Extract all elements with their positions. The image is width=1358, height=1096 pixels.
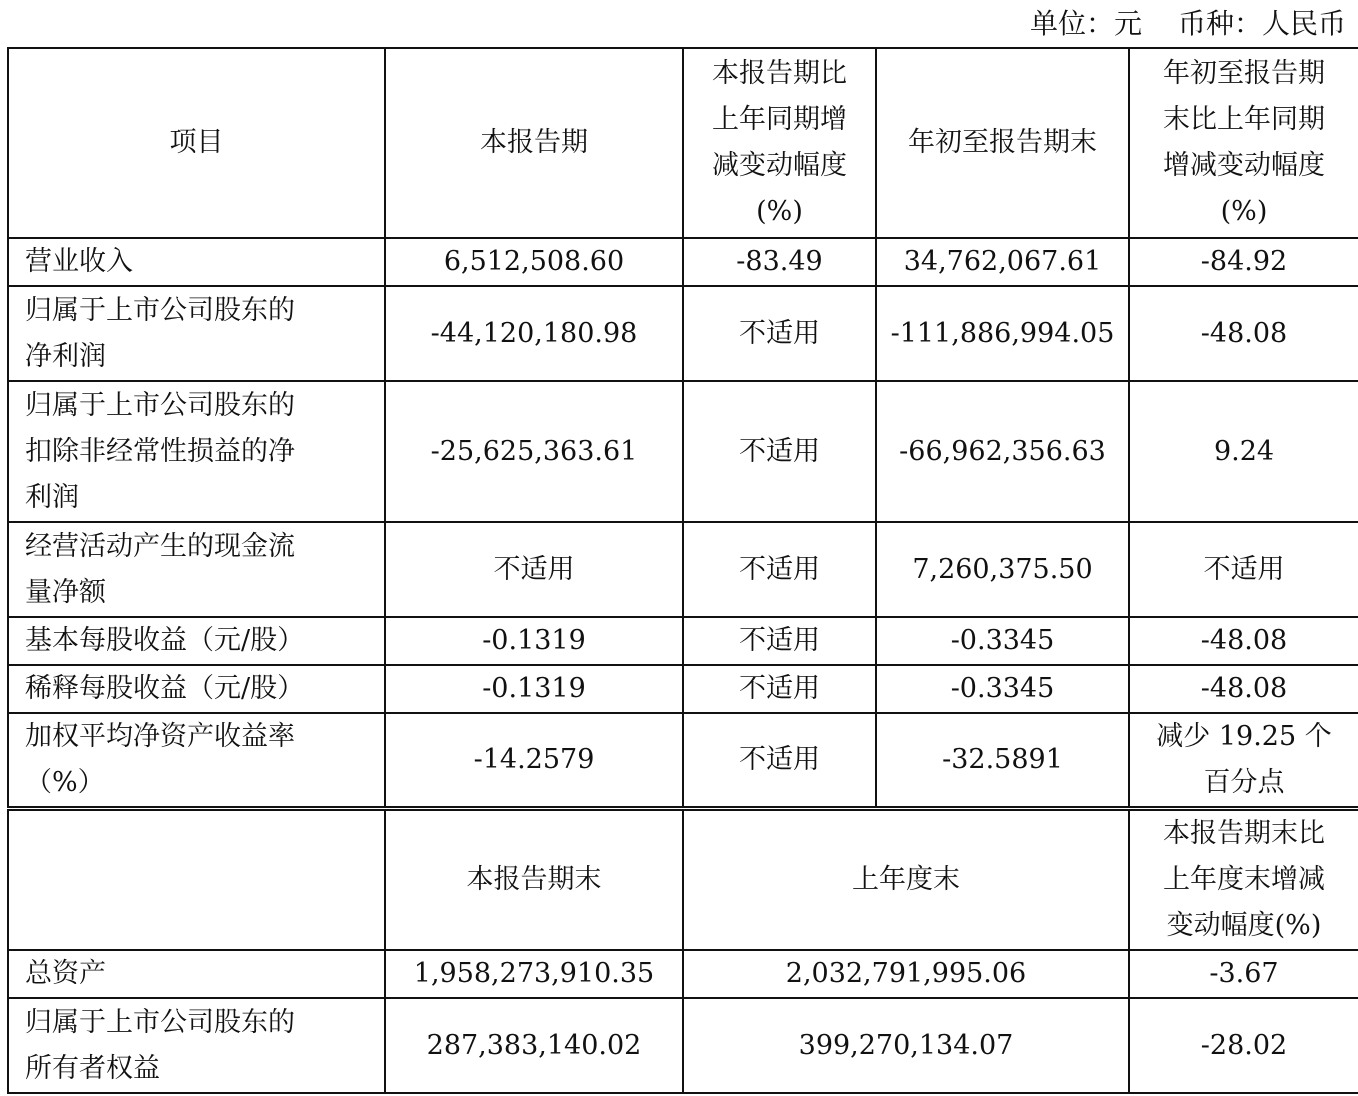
- cell-current-period: 不适用: [385, 522, 683, 617]
- balance-header-prior-year-end: 上年度末: [683, 809, 1129, 951]
- cell-ytd: -111,886,994.05: [876, 286, 1129, 381]
- header-item: 项目: [8, 48, 385, 238]
- cell-current-period: -0.1319: [385, 617, 683, 665]
- balance-row: [8, 998, 1358, 1093]
- cell-prior-year-end: 399,270,134.07: [683, 998, 1129, 1093]
- row-label: 稀释每股收益（元/股）: [8, 665, 385, 713]
- cell-ytd: -32.5891: [876, 713, 1129, 809]
- row-label: 经营活动产生的现金流 量净额: [8, 522, 385, 617]
- cell-ytd: -0.3345: [876, 617, 1129, 665]
- cell-ytd-change: -48.08: [1129, 617, 1358, 665]
- cell-period-change: 不适用: [683, 617, 876, 665]
- row-label: 加权平均净资产收益率 （%）: [8, 713, 385, 809]
- table-row: [8, 381, 1358, 522]
- balance-header-row: [8, 809, 1358, 951]
- row-label: 总资产: [8, 950, 385, 998]
- table-row: [8, 665, 1358, 713]
- unit-currency-line: [1030, 4, 1346, 44]
- cell-ytd-change: 9.24: [1129, 381, 1358, 522]
- table-row: [8, 713, 1358, 809]
- cell-ytd: -66,962,356.63: [876, 381, 1129, 522]
- row-label: 归属于上市公司股东的 净利润: [8, 286, 385, 381]
- table-row: [8, 617, 1358, 665]
- cell-prior-year-end: 2,032,791,995.06: [683, 950, 1129, 998]
- cell-period-change: -83.49: [683, 238, 876, 286]
- cell-change: -28.02: [1129, 998, 1358, 1093]
- cell-ytd-change: -48.08: [1129, 286, 1358, 381]
- row-label: 归属于上市公司股东的 所有者权益: [8, 998, 385, 1093]
- unit-text: 单位：元: [1029, 7, 1142, 40]
- balance-header-change: 本报告期末比 上年度末增减 变动幅度(%): [1129, 809, 1358, 951]
- cell-change: -3.67: [1129, 950, 1358, 998]
- cell-period-change: 不适用: [683, 286, 876, 381]
- cell-ytd: 7,260,375.50: [876, 522, 1129, 617]
- table-row: [8, 238, 1358, 286]
- cell-current-period: -14.2579: [385, 713, 683, 809]
- cell-ytd-change: 不适用: [1129, 522, 1358, 617]
- row-label: 基本每股收益（元/股）: [8, 617, 385, 665]
- header-ytd-change: 年初至报告期 末比上年同期 增减变动幅度 (%): [1129, 48, 1358, 238]
- table-row: [8, 522, 1358, 617]
- cell-period-change: 不适用: [683, 665, 876, 713]
- cell-period-end: 1,958,273,910.35: [385, 950, 683, 998]
- cell-ytd-change: -84.92: [1129, 238, 1358, 286]
- header-current-period: 本报告期: [385, 48, 683, 238]
- row-label: 归属于上市公司股东的 扣除非经常性损益的净 利润: [8, 381, 385, 522]
- financial-data-table: [7, 47, 1358, 1094]
- balance-header-item: [8, 809, 385, 951]
- cell-ytd: 34,762,067.61: [876, 238, 1129, 286]
- cell-current-period: -25,625,363.61: [385, 381, 683, 522]
- cell-current-period: -44,120,180.98: [385, 286, 683, 381]
- cell-period-change: 不适用: [683, 713, 876, 809]
- balance-row: [8, 950, 1358, 998]
- table-row: [8, 286, 1358, 381]
- cell-ytd-change: 减少 19.25 个 百分点: [1129, 713, 1358, 809]
- header-period-change: 本报告期比 上年同期增 减变动幅度 (%): [683, 48, 876, 238]
- cell-period-end: 287,383,140.02: [385, 998, 683, 1093]
- table-header-row: [8, 48, 1358, 238]
- cell-period-change: 不适用: [683, 381, 876, 522]
- row-label: 营业收入: [8, 238, 385, 286]
- cell-ytd-change: -48.08: [1129, 665, 1358, 713]
- cell-period-change: 不适用: [683, 522, 876, 617]
- currency-text: 币种：人民币: [1177, 7, 1346, 40]
- cell-ytd: -0.3345: [876, 665, 1129, 713]
- balance-header-period-end: 本报告期末: [385, 809, 683, 951]
- cell-current-period: -0.1319: [385, 665, 683, 713]
- header-ytd: 年初至报告期末: [876, 48, 1129, 238]
- cell-current-period: 6,512,508.60: [385, 238, 683, 286]
